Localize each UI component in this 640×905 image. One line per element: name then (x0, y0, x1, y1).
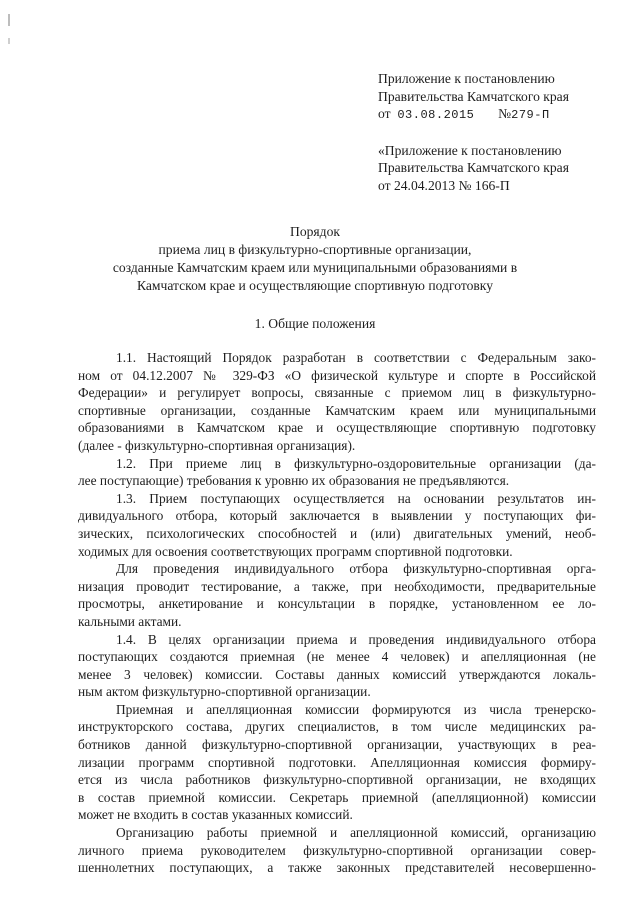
paragraph-line: личного приема руководителем физкультурно-спортивной организации совер- (78, 842, 596, 858)
paragraph-line: 1.2. При приеме лиц в физкультурно-оздоровительные организации (да- (116, 455, 596, 471)
appendix-date-line (378, 105, 628, 125)
paragraph-line: (далее - физкультурно-спортивная организация). (78, 437, 356, 453)
title-line: приема лиц в физкультурно-спортивные организации, (158, 242, 472, 257)
title-line: Камчатском крае и осуществляющие спортивную подготовку (137, 278, 493, 293)
paragraph-line: ном от 04.12.2007 № 329-ФЗ «О физической культуре и спорте в Российской (78, 367, 596, 383)
paragraph (78, 349, 596, 455)
title-line: созданные Камчатским краем или муниципальными образованиями в (112, 260, 518, 275)
document-number: 279-П (511, 108, 550, 122)
paragraph-line: Федерации» и регулирует вопросы, связанные с приемом лиц в физкультурно- (78, 385, 596, 401)
paragraph-line: ным актом физкультурно-спортивной организации. (78, 684, 371, 700)
paragraph-line: кальными актами. (78, 613, 182, 629)
paragraph-line: 1.1. Настоящий Порядок разработан в соответствии с Федеральным зако- (116, 350, 596, 365)
paragraph (78, 631, 596, 701)
number-prefix: № (498, 106, 512, 121)
paragraph (78, 455, 596, 490)
previous-appendix-line: «Приложение к постановлению (378, 142, 562, 158)
paragraph-line: инструкторского состава, других специалистов, в том числе медицинских ра- (78, 719, 596, 735)
document-body (78, 349, 596, 877)
paragraph (78, 701, 596, 824)
paragraph (78, 560, 596, 630)
paragraph-line: ется из числа работников физкультурно-спортивной организации, не входящих (78, 772, 596, 788)
paragraph-line: 1.3. Прием поступающих осуществляется на основании результатов ин- (116, 490, 596, 506)
paragraph-line: шеннолетних поступающих, а также законных представителей несовершенно- (78, 860, 596, 876)
title-line: Порядок (290, 224, 340, 239)
paragraph-line: дивидуального отбора, который заключается в выявлении у поступающих фи- (78, 508, 596, 524)
paragraph-line: низация проводит тестирование, а также, при необходимости, предварительные (78, 578, 596, 594)
paragraph-line: Для проведения индивидуального отбора физкультурно-спортивная орга- (116, 561, 596, 577)
paragraph-line: поступающих создаются приемная (не менее 4 человек) и апелляционная (не (78, 649, 596, 665)
previous-appendix-line: от 24.04.2013 № 166-П (378, 177, 510, 193)
paragraph-line: зических, психологических способностей и (или) двигательных умений, необ- (78, 525, 596, 541)
paragraph-line: спортивные организации, созданные Камчатским краем или муниципальными (78, 402, 596, 418)
paragraph-line: лее поступающие) требования к уровню их образования не предъявляются. (78, 473, 510, 489)
paragraph-line: Приемная и апелляционная комиссии формируются из числа тренерско- (116, 701, 596, 717)
date-prefix: от (378, 106, 391, 121)
paragraph-line: в состав приемной комиссии. Секретарь приемной (апелляционной) комиссии (78, 789, 596, 805)
appendix-line: Приложение к постановлению (378, 71, 555, 86)
appendix-header (378, 70, 628, 194)
paragraph-line: может не входить в состав указанных комиссий. (78, 807, 353, 823)
paragraph-line: просмотры, анкетирование и консультации в порядке, установленном ее ло- (78, 596, 596, 612)
paragraph-line: ходимых для освоения соответствующих программ спортивной подготовки. (78, 543, 513, 559)
paragraph-line: Организацию работы приемной и апелляционной комиссий, организацию (116, 825, 596, 841)
paragraph-line: ботников данной физкультурно-спортивной организации, участвующих в реа- (78, 737, 596, 753)
scan-mark (8, 14, 10, 26)
scan-mark (8, 38, 10, 44)
previous-appendix-line: Правительства Камчатского края (378, 160, 569, 175)
document-date: 03.08.2015 (397, 108, 475, 122)
paragraph (78, 824, 596, 877)
paragraph-line: менее 3 человек) комиссии. Составы данных комиссий утверждаются локаль- (78, 666, 596, 682)
appendix-line: Правительства Камчатского края (378, 88, 569, 104)
paragraph-line: 1.4. В целях организации приема и проведения индивидуального отбора (116, 631, 596, 647)
paragraph (78, 490, 596, 560)
document-title (80, 223, 550, 295)
paragraph-line: лизации программ спортивной подготовки. Апелляционная комиссия формиру- (78, 754, 596, 770)
section-heading: 1. Общие положения (254, 316, 376, 331)
paragraph-line: образованиями в Камчатском крае и осуществляющие спортивную подготовку (78, 420, 596, 436)
